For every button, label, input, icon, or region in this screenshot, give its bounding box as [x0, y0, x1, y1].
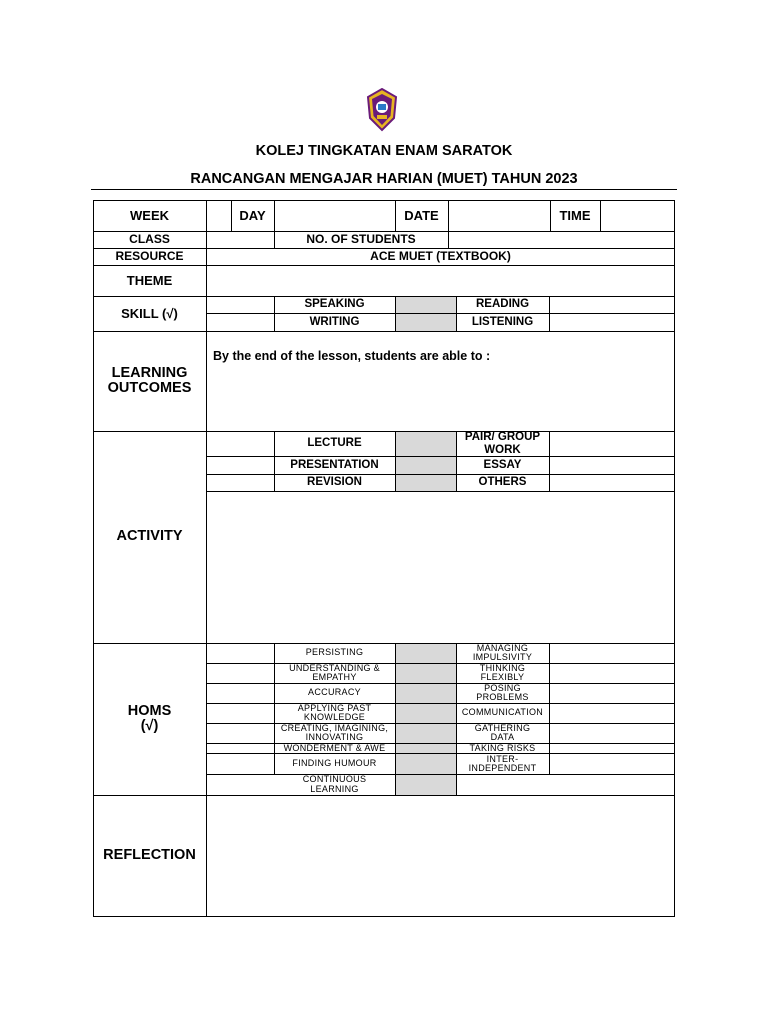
homs-shade-cell — [395, 644, 456, 795]
day-value-field[interactable] — [274, 200, 395, 231]
day-label: DAY — [239, 207, 266, 223]
skill-writing: WRITING — [309, 315, 360, 328]
learning-outcomes-intro: By the end of the lesson, students are able to : — [213, 349, 491, 363]
homs-inter-independent: INTER-INDEPENDENT — [468, 753, 537, 773]
homs-accuracy: ACCURACY — [308, 687, 361, 698]
theme-value-field[interactable] — [206, 265, 675, 296]
skill-speaking: SPEAKING — [304, 298, 365, 311]
students-value-field[interactable] — [448, 231, 675, 248]
homs-understanding: UNDERSTANDING & EMPATHY — [289, 662, 380, 682]
homs-creating: CREATING, IMAGINING, INNOVATING — [280, 723, 389, 742]
learning-outcomes-label-line1: LEARNING — [111, 364, 188, 381]
homs-wonderment: WONDERMENT & AWE — [283, 742, 386, 753]
activity-pair-group: PAIR/ GROUP WORK — [464, 431, 541, 456]
reflection-field[interactable] — [206, 795, 675, 917]
homs-right-check-column[interactable] — [549, 643, 675, 774]
homs-persisting: PERSISTING — [305, 647, 364, 658]
homs-posing-problems: POSING PROBLEMS — [476, 683, 529, 702]
skill-listening-check[interactable] — [549, 313, 675, 331]
homs-thinking-flexibly: THINKING FLEXIBLY — [479, 663, 526, 682]
skill-reading-check[interactable] — [549, 296, 675, 313]
learning-outcomes-label-line2: OUTCOMES — [107, 380, 192, 396]
homs-continuous-learning: CONTINUOUS LEARNING — [302, 774, 367, 794]
learning-outcomes-field[interactable] — [206, 366, 675, 431]
college-name: KOLEJ TINGKATAN ENAM SARATOK — [255, 143, 513, 159]
skill-listening: LISTENING — [471, 315, 534, 328]
time-value-field[interactable] — [600, 200, 675, 231]
theme-label: THEME — [126, 272, 173, 288]
skill-writing-check[interactable] — [206, 313, 274, 331]
activity-lecture: LECTURE — [307, 437, 362, 450]
activity-description-field[interactable] — [206, 491, 675, 643]
activity-label: ACTIVITY — [116, 528, 183, 545]
title-divider — [91, 189, 677, 190]
homs-managing-impulsivity: MANAGING IMPULSIVITY — [472, 643, 533, 662]
homs-taking-risks: TAKING RISKS — [469, 742, 536, 753]
homs-gathering-data: GATHERING DATA — [474, 723, 531, 742]
date-label: DATE — [404, 207, 439, 223]
time-label: TIME — [559, 207, 591, 223]
resource-value: ACE MUET (TEXTBOOK) — [370, 249, 511, 264]
resource-label: RESOURCE — [115, 249, 184, 264]
class-value-field[interactable] — [206, 231, 274, 248]
activity-shade-cell — [395, 432, 456, 491]
plan-title: RANCANGAN MENGAJAR HARIAN (MUET) TAHUN 2023 — [190, 171, 578, 187]
skill-speaking-check[interactable] — [206, 296, 274, 313]
students-label: NO. OF STUDENTS — [306, 232, 416, 247]
activity-presentation: PRESENTATION — [290, 458, 379, 471]
homs-label-line1: HOMS — [127, 702, 172, 719]
homs-left-check-column[interactable] — [206, 643, 274, 774]
week-label: WEEK — [130, 207, 169, 223]
homs-applying-past: APPLYING PAST KNOWLEDGE — [297, 702, 372, 722]
reflection-label: REFLECTION — [103, 847, 196, 864]
date-value-field[interactable] — [448, 200, 550, 231]
class-label: CLASS — [129, 232, 170, 247]
activity-others: OTHERS — [478, 476, 527, 489]
week-value-field[interactable] — [206, 200, 231, 231]
homs-finding-humour: FINDING HUMOUR — [292, 757, 377, 768]
activity-essay: ESSAY — [483, 458, 522, 471]
homs-label — [93, 643, 206, 795]
skill-label: SKILL (√) — [121, 305, 178, 321]
homs-communication: COMMUNICATION — [461, 707, 544, 718]
college-crest-logo — [366, 88, 398, 132]
learning-outcomes-label — [93, 331, 206, 431]
homs-label-line2: (√) — [140, 718, 159, 734]
activity-revision: REVISION — [307, 476, 362, 489]
skill-reading: READING — [475, 298, 530, 311]
